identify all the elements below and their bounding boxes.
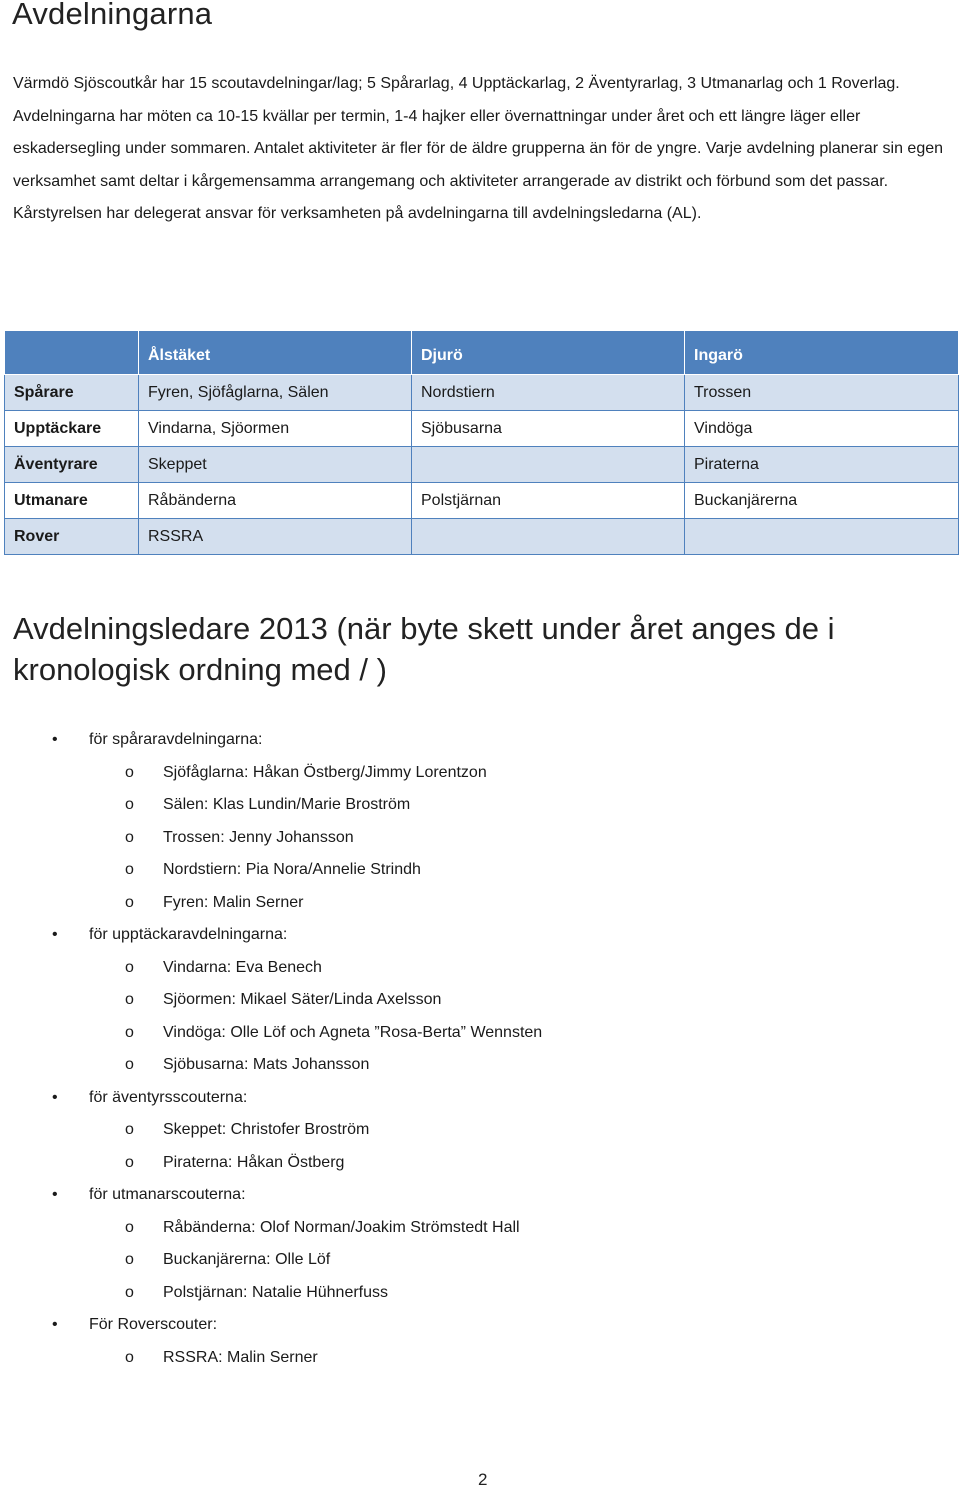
list-item: Polstjärnan: Natalie Hühnerfuss [163,1283,389,1301]
list-item: Buckanjärerna: Olle Löf [163,1251,331,1268]
table-cell: Fyren, Sjöfåglarna, Sälen [139,375,412,411]
sub-bullet-icon: o [125,796,134,813]
table-header-cell [5,331,139,375]
list-group-label: för spåraravdelningarna: [89,731,263,748]
row-header-cell: Äventyrare [5,447,139,483]
table-header-cell: Ålstäket [139,331,412,375]
list-group-label: för utmanarscouterna: [89,1186,246,1203]
sub-bullet-icon: o [125,861,134,878]
list-item: Vindarna: Eva Benech [163,958,322,976]
sub-bullet-icon: o [125,1283,134,1301]
section-heading: Avdelningsledare 2013 (när byte skett under året anges de i kronologisk ordning med / ) [13,611,835,687]
intro-paragraph-1: Värmdö Sjöscoutkår har 15 scoutavdelningar/lag; 5 Spårarlag, 4 Upptäckarlag, 2 Äventyrarlag, 3 Utmanarlag och 1 Roverlag. [13,75,900,92]
table-cell: Polstjärnan [412,483,685,519]
intro-paragraph-2: Avdelningarna har möten ca 10-15 kvällar per termin, 1-4 hajker eller övernattningar under året och ett längre läger eller eskadersegling under sommaren. Antalet aktiviteter är fler för de äldre grupperna än för de yngre. Varje avdelning planerar sin egen verksamhet samt deltar i kårgemensamma arrangemang och aktiviteter arrangerade av distrikt och förbund som det passar. Kårstyrelsen har delegerat ansvar för verksamheten på avdelningarna till avdelningsledarna (AL). [13,107,944,222]
list-group-label: för äventyrsscouterna: [89,1088,248,1106]
list-item: Råbänderna: Olof Norman/Joakim Strömstedt Hall [163,1218,520,1236]
table-cell: Trossen [685,375,959,411]
list-item: Skeppet: Christofer Broström [163,1121,370,1138]
table-cell: Vindöga [685,411,959,447]
sub-bullet-icon: o [125,958,134,976]
bullet-icon: • [52,1088,58,1106]
table-cell: Skeppet [139,447,412,483]
list-item: Nordstiern: Pia Nora/Annelie Strindh [163,861,421,878]
table-cell: Råbänderna [139,483,412,519]
sub-bullet-icon: o [125,1251,134,1268]
sub-bullet-icon: o [125,1348,134,1366]
page-number: 2 [478,1470,488,1489]
table-header-cell: Djurö [412,331,685,375]
list-item: Sjöormen: Mikael Säter/Linda Axelsson [163,991,442,1008]
groups-table [4,330,959,555]
bullet-icon: • [52,926,58,943]
table-header-cell: Ingarö [685,331,959,375]
sub-bullet-icon: o [125,991,134,1008]
sub-bullet-icon: o [125,1121,134,1138]
sub-bullet-icon: o [125,1218,134,1236]
table-cell [685,519,959,555]
table-cell: Buckanjärerna [685,483,959,519]
table-cell: Vindarna, Sjöormen [139,411,412,447]
table-cell: Nordstiern [412,375,685,411]
table-cell: RSSRA [139,519,412,555]
row-header-cell: Upptäckare [5,411,139,447]
list-item: Fyren: Malin Serner [163,893,304,911]
table-row [5,519,959,555]
table-row [5,447,959,483]
sub-bullet-icon: o [125,763,134,781]
bullet-icon: • [52,1316,58,1333]
table-row [5,375,959,411]
sub-bullet-icon: o [125,1056,134,1073]
table-cell: Piraterna [685,447,959,483]
list-group-label: För Roverscouter: [89,1316,218,1333]
list-item: Vindöga: Olle Löf och Agneta ”Rosa-Berta” Wennsten [163,1023,543,1041]
intro-text [13,68,959,231]
sub-bullet-icon: o [125,1023,134,1041]
list-item: Sjöbusarna: Mats Johansson [163,1056,370,1073]
list-group-label: för upptäckaravdelningarna: [89,926,288,943]
sub-bullet-icon: o [125,1153,134,1171]
list-item: Trossen: Jenny Johansson [163,828,354,846]
list-item: Sälen: Klas Lundin/Marie Broström [163,796,411,813]
row-header-cell: Utmanare [5,483,139,519]
sub-bullet-icon: o [125,893,134,911]
table-cell: Sjöbusarna [412,411,685,447]
bullet-icon: • [52,1186,58,1203]
row-header-cell: Spårare [5,375,139,411]
list-item: Piraterna: Håkan Östberg [163,1153,345,1171]
table-cell [412,519,685,555]
row-header-cell: Rover [5,519,139,555]
sub-bullet-icon: o [125,828,134,846]
table-header-row [5,331,959,375]
page-title: Avdelningarna [12,0,213,31]
table-row [5,411,959,447]
list-item: RSSRA: Malin Serner [163,1348,318,1366]
table-row [5,483,959,519]
table-cell [412,447,685,483]
list-item: Sjöfåglarna: Håkan Östberg/Jimmy Lorentzon [163,763,487,781]
bullet-icon: • [52,731,58,748]
